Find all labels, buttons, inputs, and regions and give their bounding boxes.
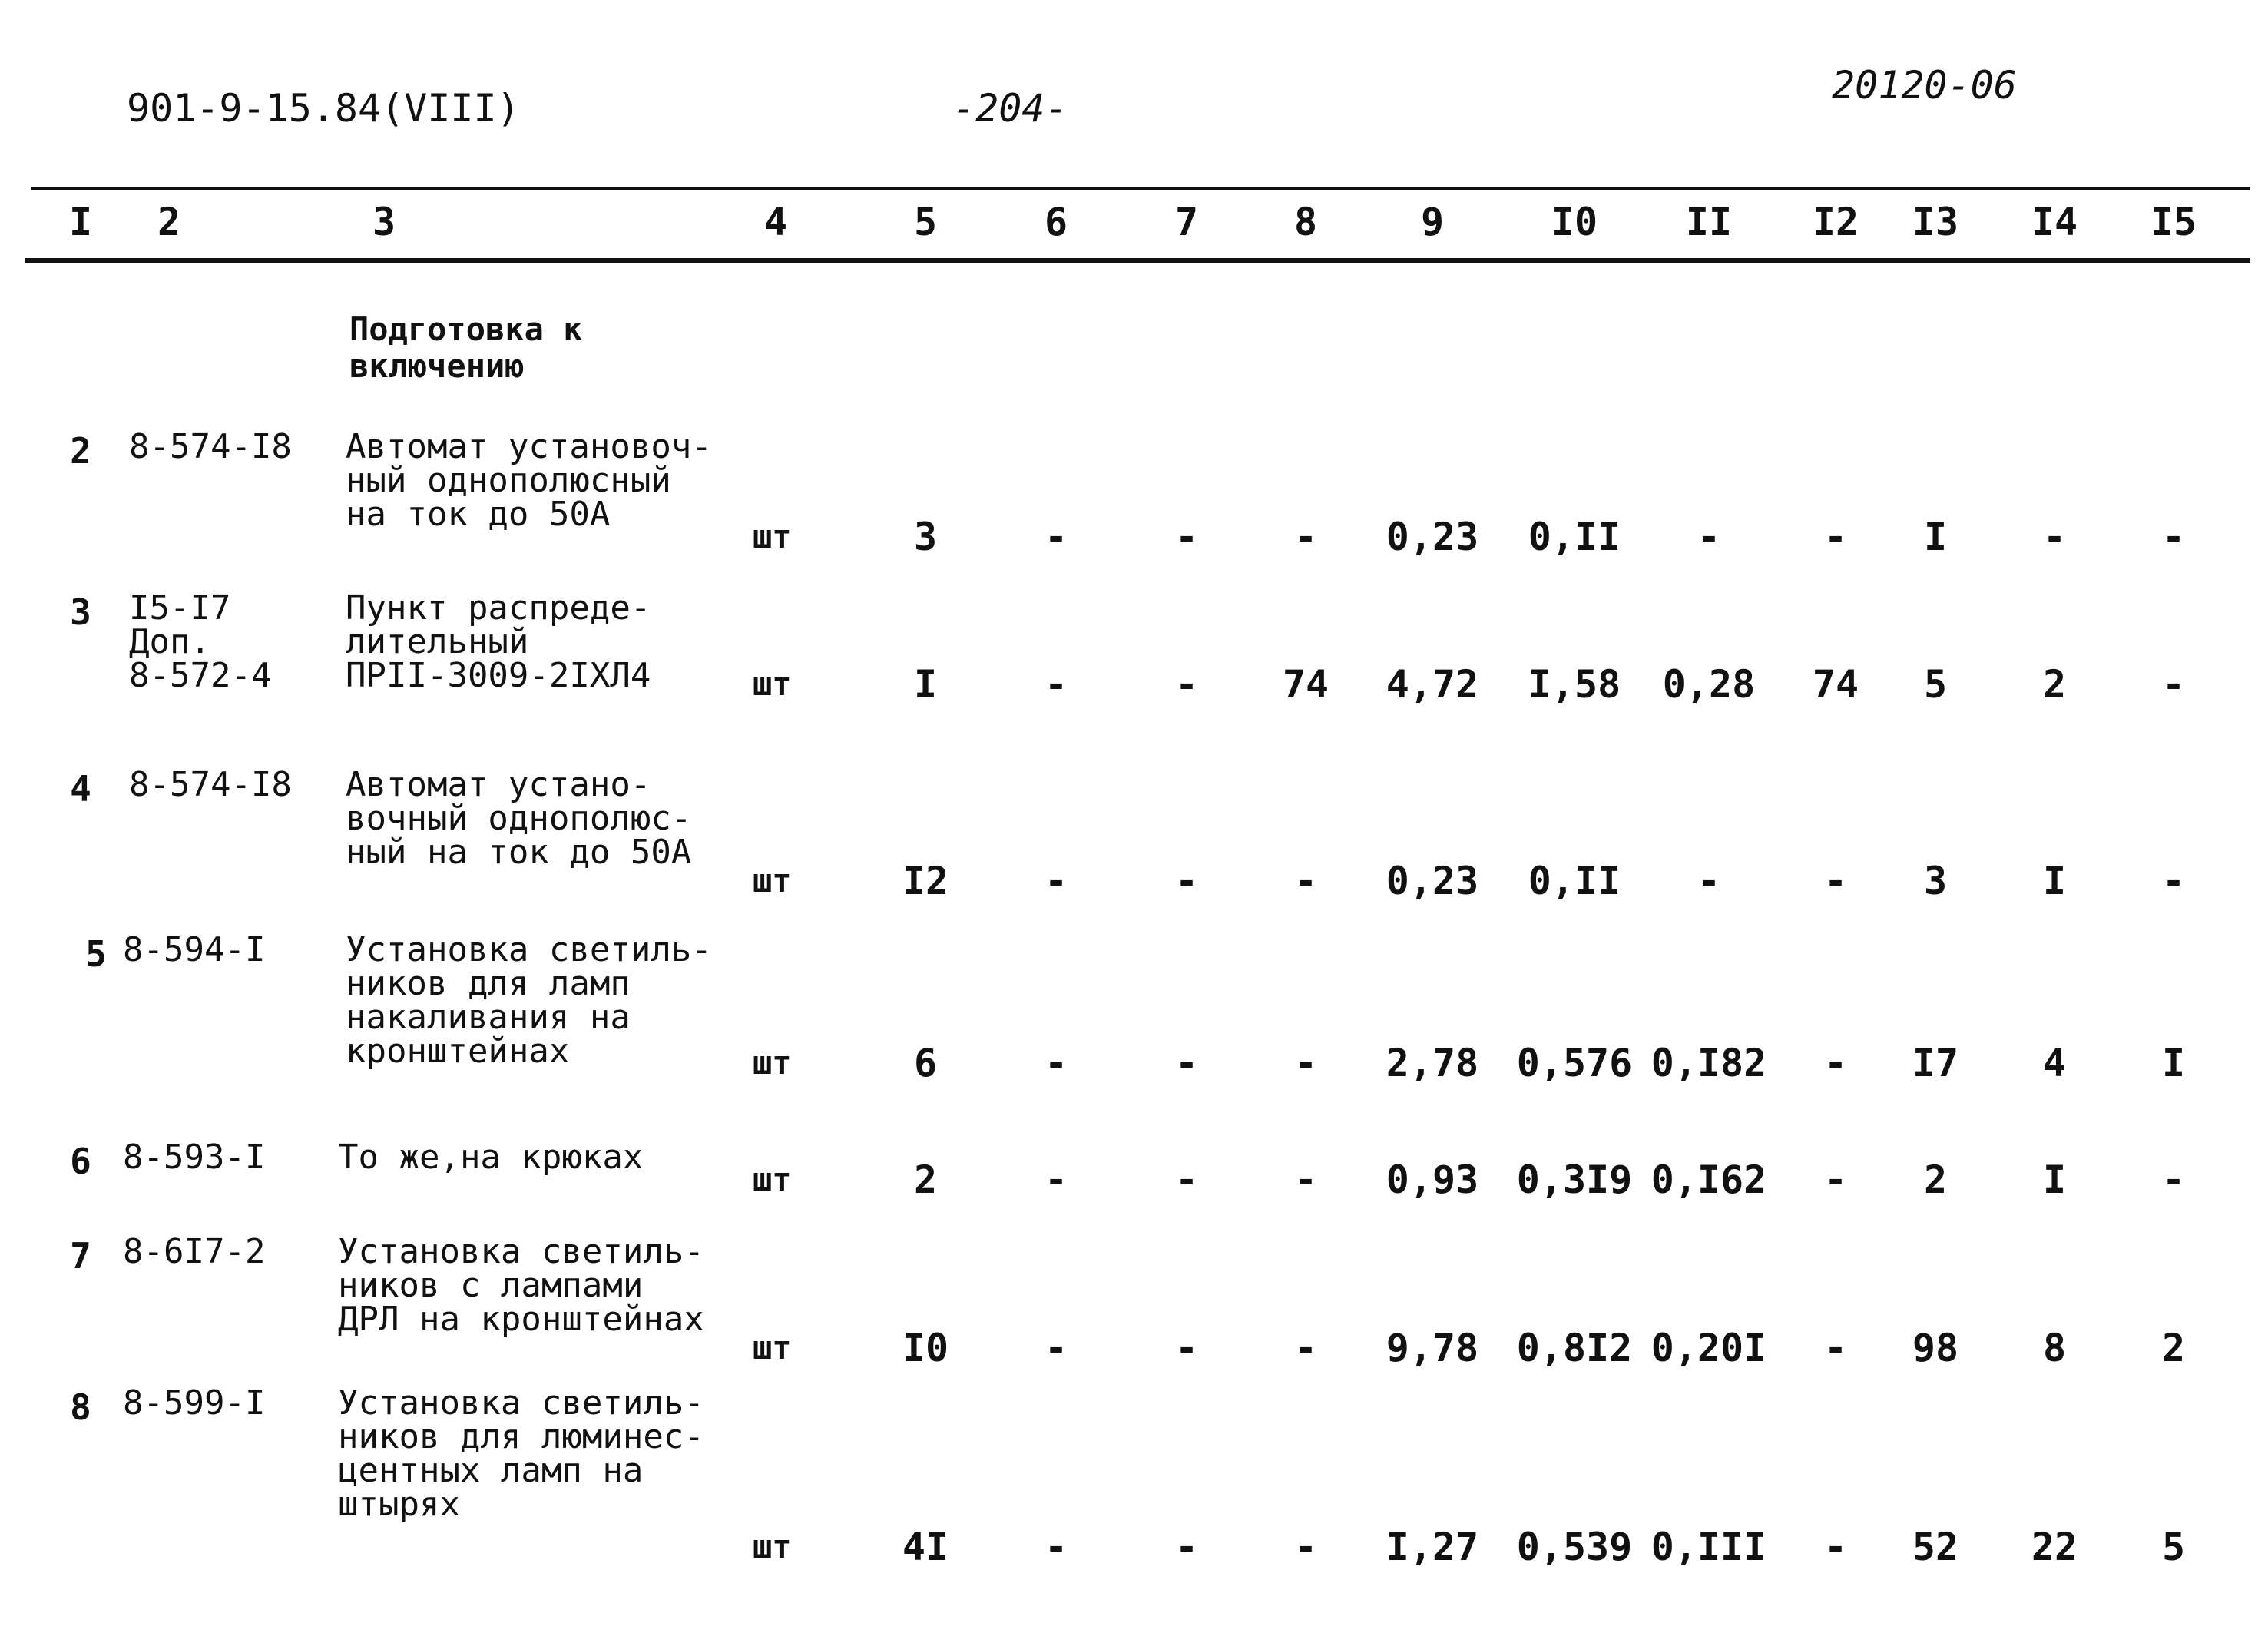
value-col-8: - xyxy=(1293,1158,1318,1202)
column-header: 2 xyxy=(157,200,181,244)
value-col-12: - xyxy=(1823,1525,1848,1569)
value-col-9: 2,78 xyxy=(1386,1041,1479,1085)
value-col-11: 0,I62 xyxy=(1651,1158,1767,1202)
value-col-14: 2 xyxy=(2042,662,2067,707)
column-header: I xyxy=(68,200,93,244)
value-col-7: - xyxy=(1174,662,1199,707)
table-row xyxy=(0,427,2268,559)
value-col-7: - xyxy=(1174,1041,1199,1085)
value-col-12: - xyxy=(1823,1326,1848,1370)
value-col-5: 2 xyxy=(913,1158,938,1202)
value-col-11: - xyxy=(1697,859,1721,903)
unit: шт xyxy=(753,1528,792,1565)
value-col-10: 0,II xyxy=(1528,515,1621,559)
price-code: 8-594-I xyxy=(123,930,266,969)
document-reference: 20120-06 xyxy=(1832,63,2017,108)
column-header: II xyxy=(1685,200,1733,244)
row-number: 2 xyxy=(70,430,91,472)
work-description: Установка светиль- ников для люминес- центных ламп на штырях xyxy=(338,1383,704,1524)
value-col-8: - xyxy=(1293,1041,1318,1085)
price-code: I5-I7 Доп. 8-572-4 xyxy=(129,588,272,695)
value-col-10: 0,539 xyxy=(1516,1525,1633,1569)
value-col-9: 0,93 xyxy=(1386,1158,1479,1202)
value-col-12: - xyxy=(1823,515,1848,559)
value-col-7: - xyxy=(1174,1326,1199,1370)
value-col-13: 3 xyxy=(1923,859,1948,903)
column-header: I2 xyxy=(1812,200,1859,244)
value-col-15: - xyxy=(2161,662,2186,707)
column-header: 7 xyxy=(1174,200,1199,244)
value-col-14: 8 xyxy=(2042,1326,2067,1370)
page-number: -204- xyxy=(952,86,1068,131)
value-col-10: 0,576 xyxy=(1516,1041,1633,1085)
work-description: То же,на крюках xyxy=(338,1138,644,1177)
value-col-6: - xyxy=(1044,1041,1068,1085)
document-code: 901-9-15.84(VIII) xyxy=(127,86,520,131)
value-col-7: - xyxy=(1174,859,1199,903)
price-code: 8-574-I8 xyxy=(129,765,292,804)
value-col-6: - xyxy=(1044,859,1068,903)
row-number: 4 xyxy=(70,768,91,810)
table-top-rule xyxy=(31,187,2250,190)
value-col-15: I xyxy=(2161,1041,2186,1085)
unit: шт xyxy=(753,862,792,899)
value-col-14: I xyxy=(2042,859,2067,903)
value-col-13: 52 xyxy=(1912,1525,1959,1569)
value-col-6: - xyxy=(1044,1326,1068,1370)
work-description: Пункт распреде- лительный ПРII-3009-2IХЛ4 xyxy=(346,588,651,695)
value-col-8: - xyxy=(1293,859,1318,903)
value-col-9: 0,23 xyxy=(1386,515,1479,559)
work-description: Автомат установоч- ный однополюсный на ток до 50А xyxy=(346,427,712,534)
table-row xyxy=(0,765,2268,903)
value-col-8: 74 xyxy=(1282,662,1329,707)
row-number: 3 xyxy=(70,591,91,633)
table-row xyxy=(0,1138,2268,1202)
value-col-5: I0 xyxy=(902,1326,949,1370)
table-row xyxy=(0,588,2268,707)
value-col-5: 6 xyxy=(913,1041,938,1085)
value-col-5: 3 xyxy=(913,515,938,559)
row-number: 5 xyxy=(85,933,107,975)
value-col-12: 74 xyxy=(1812,662,1859,707)
value-col-14: - xyxy=(2042,515,2067,559)
value-col-7: - xyxy=(1174,515,1199,559)
table-row xyxy=(0,1232,2268,1370)
value-col-9: 9,78 xyxy=(1386,1326,1479,1370)
row-number: 6 xyxy=(70,1141,91,1182)
value-col-6: - xyxy=(1044,662,1068,707)
value-col-15: - xyxy=(2161,859,2186,903)
value-col-15: 2 xyxy=(2161,1326,2186,1370)
value-col-13: I xyxy=(1923,515,1948,559)
column-header: I3 xyxy=(1912,200,1959,244)
value-col-7: - xyxy=(1174,1525,1199,1569)
unit: шт xyxy=(753,518,792,555)
value-col-9: 4,72 xyxy=(1386,662,1479,707)
work-description: Установка светиль- ников с лампами ДРЛ на кронштейнах xyxy=(338,1232,704,1339)
row-number: 8 xyxy=(70,1386,91,1428)
value-col-14: I xyxy=(2042,1158,2067,1202)
value-col-14: 22 xyxy=(2031,1525,2078,1569)
column-header: 9 xyxy=(1420,200,1445,244)
value-col-11: - xyxy=(1697,515,1721,559)
price-code: 8-6I7-2 xyxy=(123,1232,266,1271)
value-col-8: - xyxy=(1293,1525,1318,1569)
value-col-15: - xyxy=(2161,1158,2186,1202)
value-col-6: - xyxy=(1044,1525,1068,1569)
value-col-12: - xyxy=(1823,1158,1848,1202)
value-col-8: - xyxy=(1293,515,1318,559)
value-col-15: 5 xyxy=(2161,1525,2186,1569)
value-col-8: - xyxy=(1293,1326,1318,1370)
value-col-13: I7 xyxy=(1912,1041,1959,1085)
value-col-11: 0,20I xyxy=(1651,1326,1767,1370)
value-col-15: - xyxy=(2161,515,2186,559)
value-col-7: - xyxy=(1174,1158,1199,1202)
work-description: Установка светиль- ников для ламп накаливания на кронштейнах xyxy=(346,930,712,1071)
value-col-5: 4I xyxy=(902,1525,949,1569)
column-header: 4 xyxy=(763,200,788,244)
value-col-10: I,58 xyxy=(1528,662,1621,707)
work-description: Автомат устано- вочный однополюс- ный на ток до 50А xyxy=(346,765,692,872)
table-row xyxy=(0,1383,2268,1569)
table-header-rule xyxy=(25,258,2250,263)
unit: шт xyxy=(753,1044,792,1081)
value-col-12: - xyxy=(1823,859,1848,903)
price-code: 8-574-I8 xyxy=(129,427,292,466)
section-title: Подготовка к включению xyxy=(349,310,583,385)
value-col-13: 2 xyxy=(1923,1158,1948,1202)
value-col-10: 0,3I9 xyxy=(1516,1158,1633,1202)
column-header: I0 xyxy=(1551,200,1598,244)
value-col-11: 0,I82 xyxy=(1651,1041,1767,1085)
value-col-5: I2 xyxy=(902,859,949,903)
unit: шт xyxy=(753,1329,792,1366)
table-row xyxy=(0,930,2268,1085)
value-col-11: 0,III xyxy=(1651,1525,1767,1569)
column-header: I4 xyxy=(2031,200,2078,244)
value-col-10: 0,II xyxy=(1528,859,1621,903)
value-col-5: I xyxy=(913,662,938,707)
value-col-14: 4 xyxy=(2042,1041,2067,1085)
column-header: I5 xyxy=(2150,200,2197,244)
unit: шт xyxy=(753,1161,792,1198)
value-col-13: 5 xyxy=(1923,662,1948,707)
value-col-10: 0,8I2 xyxy=(1516,1326,1633,1370)
value-col-6: - xyxy=(1044,1158,1068,1202)
value-col-12: - xyxy=(1823,1041,1848,1085)
row-number: 7 xyxy=(70,1235,91,1277)
column-header: 8 xyxy=(1293,200,1318,244)
column-header: 5 xyxy=(913,200,938,244)
price-code: 8-593-I xyxy=(123,1138,266,1177)
unit: шт xyxy=(753,665,792,703)
value-col-6: - xyxy=(1044,515,1068,559)
column-header: 3 xyxy=(372,200,396,244)
value-col-13: 98 xyxy=(1912,1326,1959,1370)
column-header: 6 xyxy=(1044,200,1068,244)
price-code: 8-599-I xyxy=(123,1383,266,1423)
value-col-9: 0,23 xyxy=(1386,859,1479,903)
value-col-9: I,27 xyxy=(1386,1525,1479,1569)
value-col-11: 0,28 xyxy=(1662,662,1756,707)
